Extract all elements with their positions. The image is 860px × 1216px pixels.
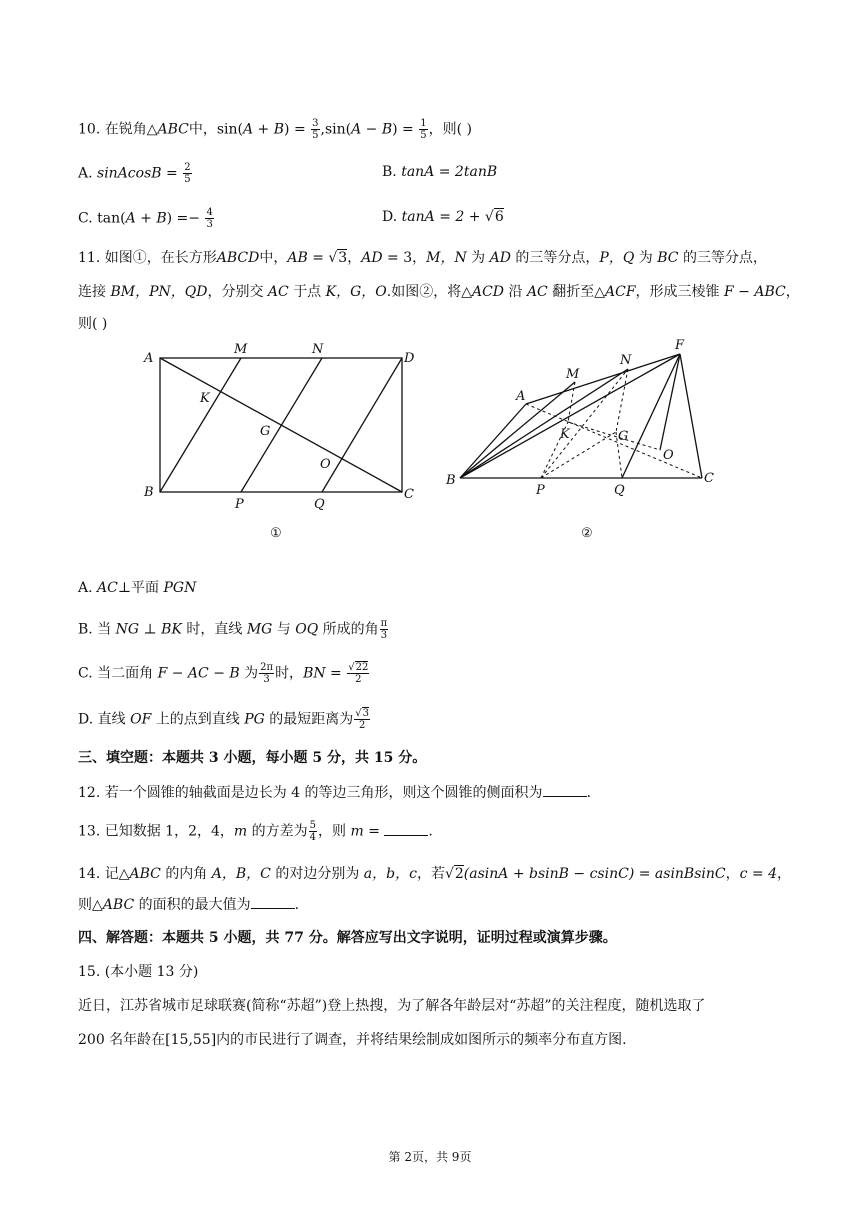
q11-stem-line1: 11. 如图①，在长方形ABCD中，AB = √3，AD = 3，M，N 为 AD 的三等分点，P，Q 为 BC 的三等分点，: [78, 250, 767, 266]
segment-pn: [241, 358, 322, 492]
label-a: A: [144, 351, 154, 366]
q15-text-line1: 近日，江苏省城市足球联赛(简称“苏超”)登上热搜，为了解各年龄层对“苏超”的关注程度，随机选取了: [78, 998, 706, 1014]
fraction: $\frac{1}{5}$: [420, 118, 427, 141]
q15-text-line2: 200 名年龄在[15,55]内的市民进行了调查，并将结果绘制成如图所示的频率分布直方图.: [78, 1032, 627, 1048]
fraction: $\frac{√3}{2}$: [355, 708, 370, 731]
answer-blank: [543, 782, 587, 797]
q15-heading: 15. (本小题 13 分): [78, 964, 199, 980]
q10-stem: 10. 在锐角△ABC中，sin(A + B) = $\frac{3}{5}$ ,sin(A − B) = $\frac{1}{5}$ ，则( ): [78, 118, 472, 141]
label-n: N: [312, 342, 324, 357]
q11-stem-line3: 则( ): [78, 316, 108, 332]
label-m: M: [566, 367, 580, 382]
segment-bm: [160, 358, 241, 492]
dashed-ng: [616, 369, 628, 432]
label-f: F: [675, 338, 685, 353]
fraction: $\frac{\pi}{3}$: [380, 618, 388, 641]
answer-blank: [384, 821, 428, 836]
label-g: G: [260, 424, 271, 439]
q11-stem-line2: 连接 BM，PN，QD，分别交 AC 于点 K，G，O.如图②，将△ACD 沿 AC 翻折至△ACF，形成三棱锥 F − ABC，: [78, 284, 800, 300]
label-m: M: [234, 342, 248, 357]
dashed-ac: [526, 404, 702, 478]
edge-cf: [680, 354, 702, 478]
label-k: K: [200, 391, 210, 406]
label-o: O: [320, 457, 331, 472]
segment-bn: [460, 369, 628, 478]
edge-af: [526, 354, 680, 404]
label-q: Q: [614, 483, 625, 498]
label-n: N: [620, 353, 632, 368]
label-p: P: [235, 497, 244, 512]
segment-qd: [322, 358, 402, 492]
q11-option-a: A. AC⊥平面 PGN: [78, 580, 197, 596]
fraction: $\frac{4}{3}$: [206, 207, 213, 230]
label-a: A: [516, 389, 526, 404]
figure-2-pyramid: [440, 332, 730, 545]
segment-of: [660, 354, 680, 450]
label-d: D: [404, 351, 415, 366]
q10-option-c: C. tan(A + B) =− $\frac{4}{3}$: [78, 207, 213, 230]
label-b: B: [144, 485, 154, 500]
figure-1-rectangle: [140, 340, 430, 545]
fraction: $\frac{2\pi}{3}$: [260, 662, 274, 685]
q10-option-d: D. tanA = 2 + √6: [382, 209, 504, 225]
label-c: C: [404, 487, 414, 502]
section-4-heading: 四、解答题：本题共 5 小题，共 77 分。解答应写出文字说明，证明过程或演算步骤。: [78, 930, 617, 946]
fraction: $\frac{5}{4}$: [309, 820, 316, 843]
label-c: C: [704, 471, 714, 486]
q11-option-c: C. 当二面角 F − AC − B 为 $\frac{2\pi}{3}$ 时，BN = $\frac{√22}{2}$: [78, 662, 369, 685]
q11-option-b: B. 当 NG ⊥ BK 时，直线 MG 与 OQ 所成的角 $\frac{\pi}{3}$: [78, 618, 388, 641]
q14-line2: 则△ABC 的面积的最大值为 .: [78, 894, 299, 915]
section-3-heading: 三、填空题：本题共 3 小题，每小题 5 分，共 15 分。: [78, 750, 427, 766]
label-p: P: [536, 483, 545, 498]
fraction: $\frac{3}{5}$: [312, 118, 319, 141]
q10-option-a: A. sinAcosB = $\frac{2}{5}$: [78, 162, 191, 185]
q13: 13. 已知数据 1，2，4，m 的方差为 $\frac{5}{4}$ ，则 m = .: [78, 820, 433, 843]
label-q: Q: [314, 497, 325, 512]
q14-line1: 14. 记△ABC 的内角 A，B，C 的对边分别为 a，b，c，若√2(asinA + bsinB − csinC) = asinBsinC，c = 4，: [78, 866, 792, 882]
label-g: G: [618, 429, 629, 444]
label-k: K: [560, 427, 570, 442]
fraction: $\frac{√22}{2}$: [348, 662, 369, 685]
figure-1-caption: ①: [270, 526, 282, 541]
label-b: B: [446, 473, 456, 488]
label-o: O: [663, 448, 674, 463]
page-footer: 第 2页，共 9页: [388, 1150, 472, 1164]
figure-2-caption: ②: [581, 526, 593, 541]
fraction: $\frac{2}{5}$: [184, 162, 191, 185]
answer-blank: [251, 894, 295, 909]
q10-option-b: B. tanA = 2tanB: [382, 164, 498, 180]
q11-option-d: D. 直线 OF 上的点到直线 PG 的最短距离为 $\frac{√3}{2}$: [78, 708, 370, 731]
q12: 12. 若一个圆锥的轴截面是边长为 4 的等边三角形，则这个圆锥的侧面积为 .: [78, 782, 591, 803]
